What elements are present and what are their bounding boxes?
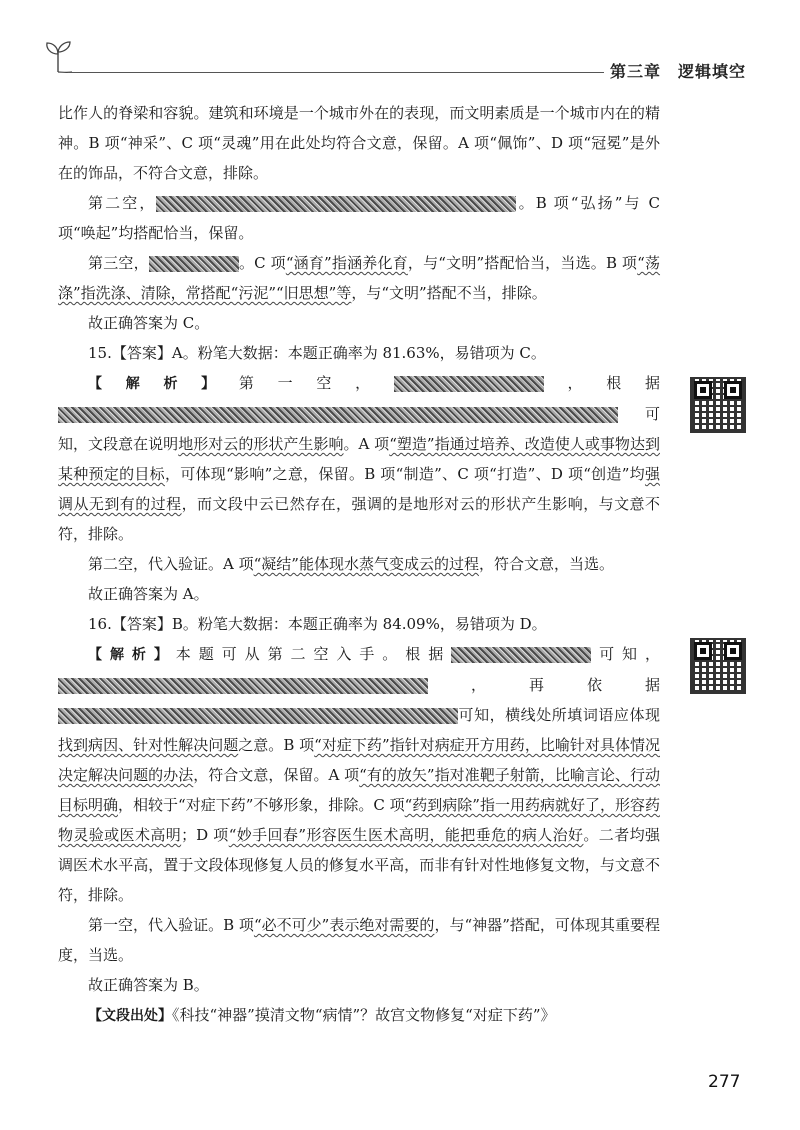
paragraph: 比作人的脊梁和容貌。建筑和环境是一个城市外在的表现，而文明素质是一个城市内在的精神。B 项“神采”、C 项“灵魂”用在此处均符合文意，保留。A 项“佩饰”、D 项“冠冕”是外在的饰品，不符合文意，排除。 bbox=[58, 104, 660, 182]
redacted-text bbox=[394, 376, 544, 392]
answer-line: 16.【答案】B。粉笔大数据：本题正确率为 84.09%，易错项为 D。 bbox=[88, 615, 547, 633]
analysis-paragraph: 【解析】第一空， ，根据可知，文段意在说明地形对云的形状产生影响。A 项“塑造”指通过培养、改造使人或事物达到某种预定的目标，可体现“影响”之意，保留。B 项“制造”、C 项“打造”、D 项“创造”均强调从无到有的过程，而文段中云已然存在，强调的是地形对云的形状产生影响，与文意不符，排除。 bbox=[58, 374, 660, 543]
underlined-text: “凝结”能体现水蒸气变成云的过程 bbox=[253, 555, 479, 573]
paragraph: 第三空， 。C 项“涵育”指涵养化育，与“文明”搭配恰当，当选。B 项“荡涤”指洗涤、清除，常搭配“污泥”“旧思想”等，与“文明”搭配不当，排除。 bbox=[58, 254, 661, 302]
redacted-text bbox=[149, 256, 239, 272]
analysis-tag: 【解析】 bbox=[88, 647, 176, 663]
redacted-text bbox=[58, 708, 458, 724]
underlined-text: “必不可少”表示绝对需要的 bbox=[253, 916, 435, 934]
source-line: 【文段出处】《科技“神器”摸清文物“病情”？故宫文物修复“对症下药”》 bbox=[88, 1006, 556, 1024]
page-content bbox=[58, 98, 660, 1031]
underlined-text: “荡涤”指洗涤、清除，常搭配“污泥”“旧思想”等 bbox=[58, 254, 661, 302]
underlined-text: “涵育”指涵养化育 bbox=[285, 254, 408, 272]
paragraph: 第一空，代入验证。B 项“必不可少”表示绝对需要的，与“神器”搭配，可体现其重要程度，当选。 bbox=[58, 916, 660, 964]
answer-line: 15.【答案】A。粉笔大数据：本题正确率为 81.63%，易错项为 C。 bbox=[88, 344, 546, 362]
redacted-text bbox=[58, 407, 618, 423]
qr-code-icon[interactable] bbox=[690, 377, 746, 433]
analysis-paragraph: 【解析】本题可从第二空入手。根据 可知，，再依据可知，横线处所填词语应体现找到病因、针对性解决问题之意。B 项“对症下药”指针对病症开方用药，比喻针对具体情况决定解决问题的办法，符合文意，保留。A 项“有的放矢”指对准靶子射箭，比喻言论、行动目标明确，相较于“对症下药”不够形象，排除。C 项“药到病除”指一用药病就好了，形容药物灵验或医术高明；D 项“妙手回春”形容医生医术高明，能把垂危的病人治好。二者均强调医术水平高，置于文段体现修复人员的修复水平高，而非有针对性地修复文物，与文意不符，排除。 bbox=[58, 645, 660, 904]
leaf-icon bbox=[44, 40, 74, 74]
underlined-text: “有的放矢”指对准靶子射箭，比喻言论、行动目标明确 bbox=[58, 766, 660, 814]
qr-code-icon[interactable] bbox=[690, 638, 746, 694]
conclusion: 故正确答案为 B。 bbox=[88, 976, 209, 994]
underlined-text: “药到病除”指一用药病就好了，形容药物灵验或医术高明 bbox=[58, 796, 660, 844]
redacted-text bbox=[451, 647, 591, 663]
source-tag: 【文段出处】 bbox=[88, 1008, 172, 1024]
underlined-text: 地形对云的形状产生影响 bbox=[178, 435, 344, 453]
underlined-text: 找到病因、针对性解决问题 bbox=[58, 736, 239, 754]
underlined-text: “对症下药”指针对病症开方用药，比喻针对具体情况决定解决问题的办法 bbox=[58, 736, 660, 784]
underlined-text: 强调从无到有的过程 bbox=[58, 465, 660, 513]
analysis-tag: 【解析】 bbox=[88, 376, 239, 392]
conclusion: 故正确答案为 A。 bbox=[88, 585, 209, 603]
redacted-text bbox=[58, 678, 428, 694]
conclusion: 故正确答案为 C。 bbox=[88, 314, 210, 332]
paragraph: 第二空，代入验证。A 项“凝结”能体现水蒸气变成云的过程，符合文意，当选。 bbox=[88, 555, 614, 573]
redacted-text bbox=[156, 196, 516, 212]
chapter-title: 第三章 逻辑填空 bbox=[610, 62, 747, 81]
paragraph: 第二空， 。B 项“弘扬”与 C 项“唤起”均搭配恰当，保留。 bbox=[58, 194, 660, 242]
underlined-text: “妙手回春”形容医生医术高明，能把垂危的病人治好 bbox=[228, 826, 584, 844]
underlined-text: “塑造”指通过培养、改造使人或事物达到某种预定的目标 bbox=[58, 435, 660, 483]
header-rule bbox=[68, 72, 604, 73]
page-header bbox=[0, 0, 800, 90]
page-number: 277 bbox=[708, 1072, 741, 1092]
